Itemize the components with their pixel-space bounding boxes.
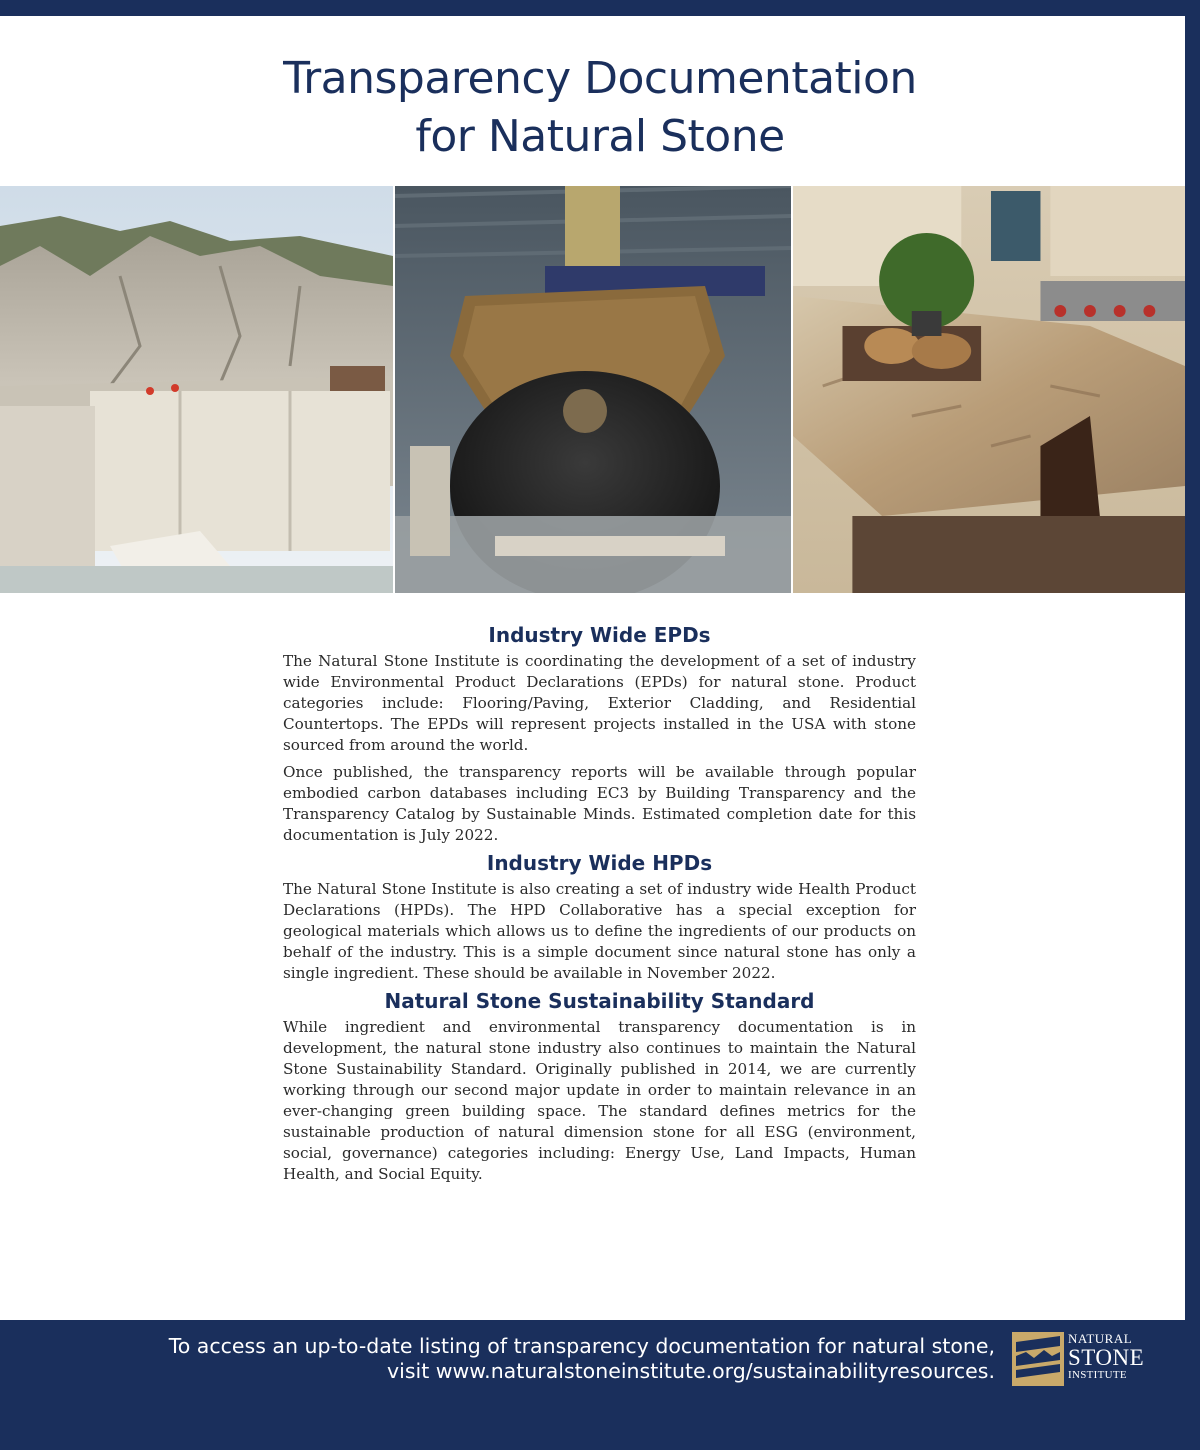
logo-word-stone: STONE (1068, 1345, 1145, 1370)
paragraph: Once published, the transparency reports will be available through popular embodied carbon databases including EC3 by Building Transparency and the Transparency Catalog by Sustainable Minds. Estimated completion date for this documentation is July 2022. (283, 763, 916, 844)
stone-saw-photo (393, 186, 793, 593)
footer-call-to-action (40, 1334, 995, 1384)
paragraph: The Natural Stone Institute is coordinating the development of a set of industry wide Environmental Product Declarations (EPDs) for natural stone. Product categories include: Flooring/Paving, Exterior Cladding, and Residential Countertops. The EPDs will represent projects installed in the USA with stone sourced from around the world. (283, 652, 916, 754)
footer-line-2: visit www.naturalstoneinstitute.org/sustainabilityresources. (387, 1359, 995, 1383)
kitchen-countertop-photo (793, 186, 1185, 593)
footer-line-1: To access an up-to-date listing of transparency documentation for natural stone, (168, 1334, 995, 1358)
section-hpds (283, 850, 916, 984)
section-heading: Natural Stone Sustainability Standard (384, 989, 815, 1013)
photo-strip (0, 186, 1185, 593)
document-page (0, 16, 1185, 1320)
logo-word-institute: INSTITUTE (1068, 1369, 1127, 1381)
quarry-photo (0, 186, 393, 593)
paragraph: The Natural Stone Institute is also creating a set of industry wide Health Product Declarations (HPDs). The HPD Collaborative has a special exception for geological materials which allows us to define the ingredients of our products on behalf of the industry. This is a simple document since natural stone has only a single ingredient. These should be available in November 2022. (283, 880, 916, 982)
logo-word-natural: NATURAL (1068, 1331, 1133, 1346)
section-heading: Industry Wide HPDs (486, 851, 713, 875)
page-title-line-1: Transparency Documentation (283, 53, 917, 104)
main-content (283, 622, 916, 1189)
stone-layers-icon (1012, 1332, 1064, 1386)
section-sustainability-standard (283, 988, 916, 1185)
section-epds (283, 622, 916, 846)
section-heading: Industry Wide EPDs (488, 623, 711, 647)
natural-stone-institute-logo (1012, 1330, 1145, 1388)
page-title-line-2: for Natural Stone (415, 111, 785, 162)
page-title (0, 50, 1185, 166)
logo-wordmark (1068, 1332, 1144, 1381)
paragraph: While ingredient and environmental transparency documentation is in development, the natural stone industry also continues to maintain the Natural Stone Sustainability Standard. Originally published in 2014, we are currently working through our second major update in order to maintain relevance in an ever-changing green building space. The standard defines metrics for the sustainable production of natural dimension stone for all ESG (environment, social, governance) categories including: Energy Use, Land Impacts, Human Health, and Social Equity. (283, 1018, 916, 1183)
